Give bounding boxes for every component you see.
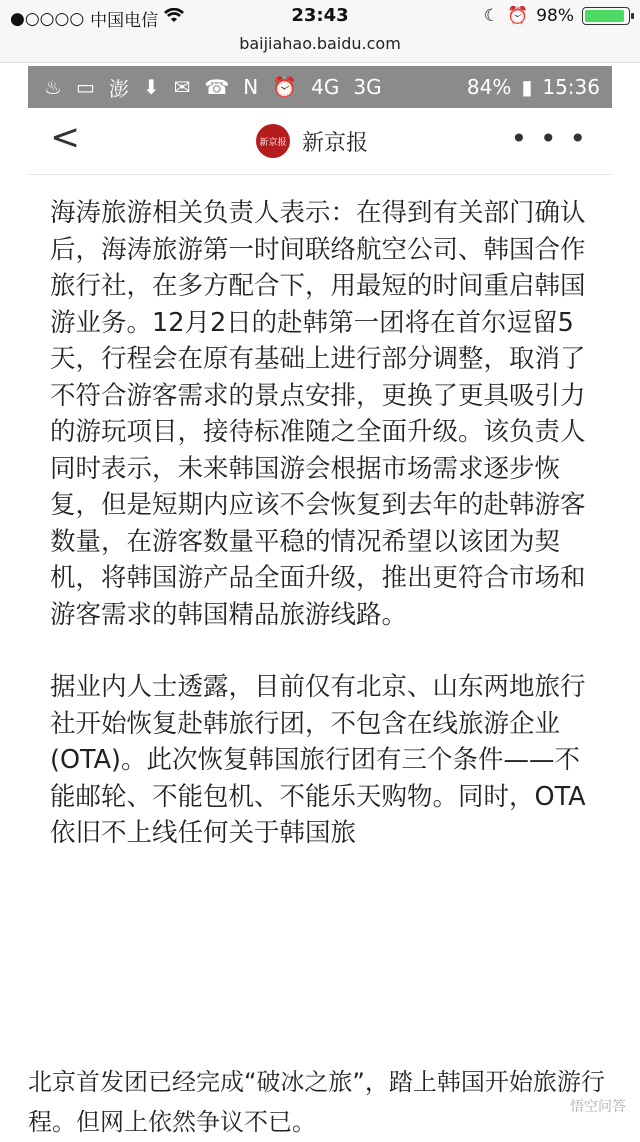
inner-battery-percent: 84%	[466, 75, 512, 99]
battery-icon	[582, 7, 630, 25]
caption-text: 北京首发团已经完成“破冰之旅”，踏上韩国开始旅游行程。但网上依然争议不已。	[28, 1068, 605, 1136]
inner-status-icon: ⏰	[272, 75, 298, 99]
brand-logo-text: 新京报	[259, 137, 287, 148]
moon-icon: ☾	[483, 6, 500, 26]
inner-status-icon: N	[243, 75, 259, 99]
inner-status-bar	[28, 66, 612, 108]
article-paragraph-2: 据业内人士透露，目前仅有北京、山东两地旅行社开始恢复赴韩旅行团，不包含在线旅游企业(OTA)。此次恢复韩国旅行团有三个条件——不能邮轮、不能包机、不能乐天购物。同时，OTA依旧不上线任何关于韩国旅	[50, 672, 586, 848]
article-nav-bar	[28, 108, 612, 175]
inner-status-icon: ▭	[75, 75, 95, 99]
watermark: 悟空问答	[570, 1099, 626, 1115]
inner-time: 15:36	[542, 75, 600, 99]
inner-status-icon: 3G	[353, 75, 382, 99]
brand[interactable]	[256, 124, 368, 158]
alarm-icon: ⏰	[507, 6, 529, 26]
brand-logo	[256, 124, 290, 158]
status-time: 23:43	[291, 5, 349, 26]
battery-level	[585, 10, 624, 22]
inner-status-icon: ☎	[204, 75, 230, 99]
inner-status-icon: 4G	[311, 75, 340, 99]
article-body	[50, 195, 595, 1035]
inner-status-icon: ♨	[44, 75, 62, 99]
brand-title: 新京报	[302, 130, 369, 156]
inner-status-icon: ✉	[173, 75, 191, 99]
url-bar[interactable]	[0, 34, 640, 63]
battery-percent: 98%	[536, 6, 574, 26]
inner-status-icon: 澎	[108, 76, 129, 101]
back-button[interactable]: <	[50, 117, 81, 158]
question-caption	[0, 1042, 640, 1137]
inner-status-right	[467, 75, 600, 99]
status-right	[484, 6, 630, 26]
inner-battery-icon: ▮	[521, 75, 533, 99]
carrier-name: 中国电信	[90, 11, 159, 31]
article-paragraph-1: 海涛旅游相关负责人表示：在得到有关部门确认后，海涛旅游第一时间联络航空公司、韩国合作旅行社，在多方配合下，用最短的时间重启韩国游业务。12月2日的赴韩第一团将在首尔逗留5天，行程会在原有基础上进行部分调整，取消了不符合游客需求的景点安排，更换了更具吸引力的游玩项目，接待标准随之全面升级。该负责人同时表示，未来韩国游会根据市场需求逐步恢复，但是短期内应该不会恢复到去年的赴韩游客数量，在游客数量平稳的情况希望以该团为契机，将韩国游产品全面升级，推出更符合市场和游客需求的韩国精品旅游线路。	[50, 198, 586, 630]
url-text: baijiahao.baidu.com	[239, 34, 401, 53]
signal-icon: ●○○○○	[10, 8, 85, 29]
inner-status-icons	[44, 73, 382, 102]
ios-status-bar	[0, 0, 640, 34]
more-options-button[interactable]: • • •	[510, 122, 588, 155]
inner-status-icon: ⬇	[142, 75, 160, 99]
